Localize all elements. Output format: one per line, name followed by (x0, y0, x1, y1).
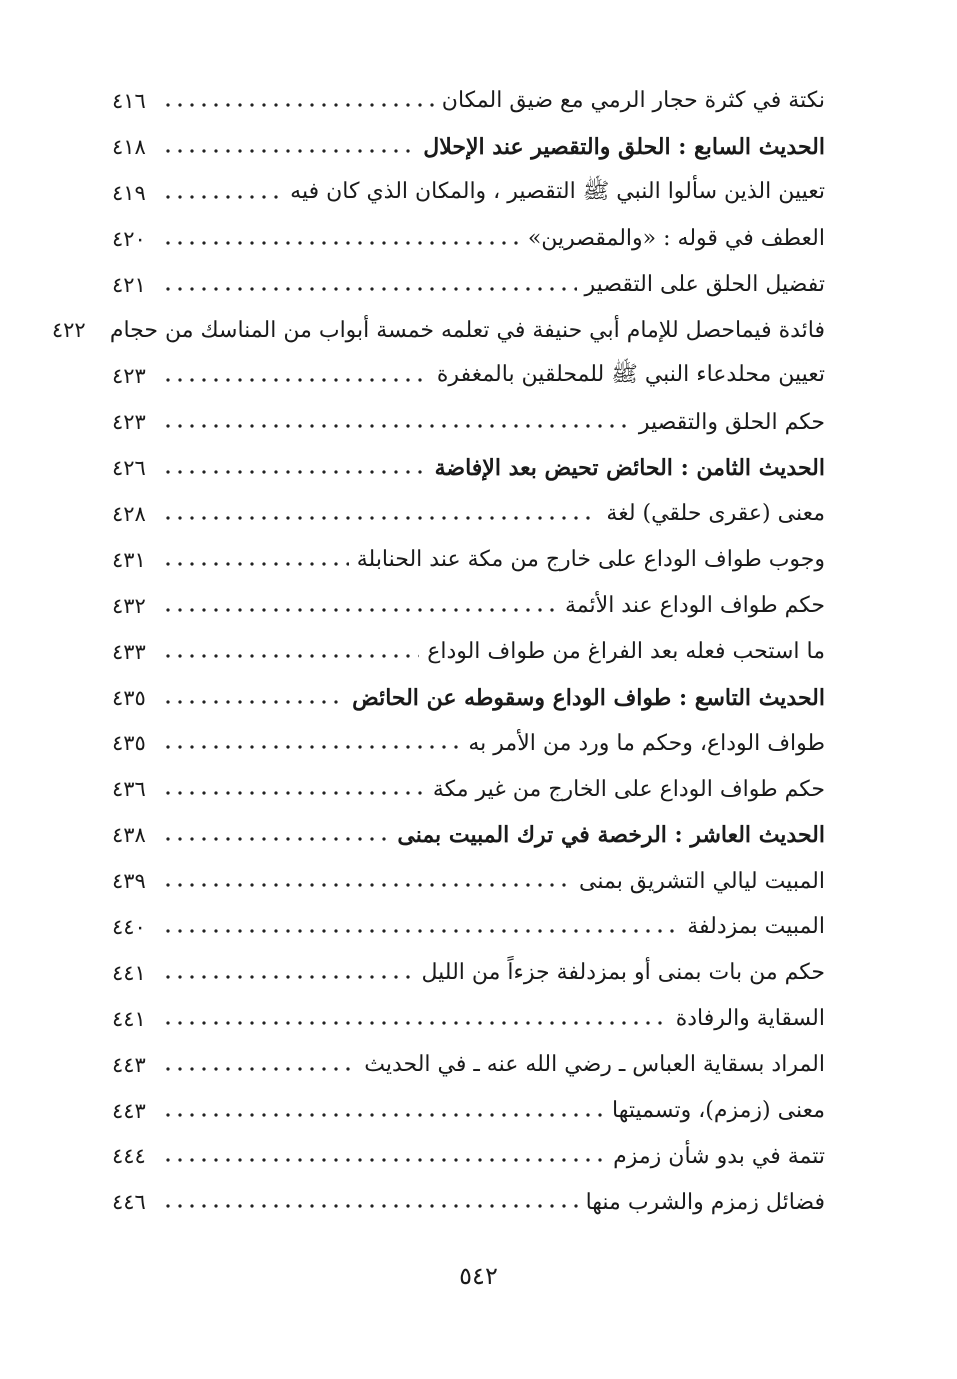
toc-entry-page: ٤٢٢ (51, 318, 86, 343)
dot-leader (162, 1020, 668, 1026)
toc-entry-page: ٤٣٨ (112, 823, 146, 848)
toc-entry-page: ٤٢٣ (112, 364, 146, 389)
toc-entry (112, 445, 825, 491)
dot-leader (162, 194, 282, 200)
dot-leader (162, 699, 344, 705)
toc-entry-page: ٤٢١ (112, 272, 146, 297)
toc-entry (112, 491, 825, 537)
table-of-contents (51, 78, 825, 1225)
dot-leader (162, 1112, 604, 1118)
dot-leader (162, 607, 557, 613)
toc-entry-title: المراد بسقاية العباس ـ رضي الله عنه ـ في الحديث (364, 1052, 825, 1078)
toc-entry-page: ٤٤٦ (112, 1190, 146, 1215)
dot-leader (162, 102, 434, 108)
toc-entry-title: فائدة فيماحصل للإمام أبي حنيفة في تعلمه خمسة أبواب من المناسك من حجام (109, 317, 825, 343)
toc-entry-title: تعيين الذين سألوا النبي ﷺ التقصير ، والمكان الذي كان فيه (290, 178, 825, 204)
toc-entry-page: ٤٣٥ (112, 685, 146, 710)
toc-entry-page: ٤٤١ (112, 1006, 146, 1031)
toc-entry-page: ٤٣٩ (112, 869, 146, 894)
toc-entry-page: ٤٣٥ (112, 731, 146, 756)
toc-entry-title: تتمة في بدو شأن زمزم (613, 1143, 825, 1169)
toc-entry (112, 858, 825, 904)
toc-section-heading: الحديث العاشر : الرخصة في ترك المبيت بمنى (397, 822, 825, 849)
toc-entry-title: تعيين محلدعاء النبي ﷺ للمحلقين بالمغفرة (436, 362, 825, 388)
dot-leader (162, 1203, 578, 1209)
toc-entry (112, 1179, 825, 1225)
dot-leader (162, 653, 419, 659)
toc-entry (112, 78, 825, 124)
toc-entry (112, 216, 825, 262)
toc-entry-page: ٤٢٦ (112, 456, 146, 481)
toc-entry-title: تفضيل الحلق على التقصير (584, 272, 825, 297)
toc-entry-page: ٤١٨ (112, 134, 146, 159)
dot-leader (162, 286, 577, 292)
dot-leader (162, 882, 571, 888)
page-number: ٥٤٢ (459, 1262, 498, 1290)
toc-entry-title: السقاية والرفادة (675, 1006, 825, 1032)
toc-entry (112, 1088, 825, 1134)
dot-leader (162, 469, 427, 475)
dot-leader (162, 423, 631, 429)
toc-entry (112, 675, 825, 721)
dot-leader (162, 1066, 356, 1072)
toc-entry (112, 629, 825, 675)
toc-entry (112, 950, 825, 996)
toc-entry (112, 353, 825, 399)
toc-entry-page: ٤٢٠ (112, 226, 146, 251)
toc-entry (112, 170, 825, 216)
toc-entry-page: ٤٤٠ (112, 914, 146, 939)
dot-leader (162, 148, 415, 154)
toc-entry-page: ٤١٦ (112, 88, 146, 113)
toc-entry (112, 812, 825, 858)
toc-entry-title: حكم طواف الوداع على الخارج من غير مكة (432, 776, 825, 802)
toc-entry-page: ٤٣٦ (112, 777, 146, 802)
toc-entry-page: ٤٣٢ (112, 593, 146, 618)
toc-entry (112, 1133, 825, 1179)
toc-entry-title: معنى (زمزم)، وتسميتها (611, 1098, 825, 1124)
toc-entry (112, 399, 825, 445)
toc-entry-title: فضائل زمزم والشرب منها (585, 1189, 825, 1215)
dot-leader (162, 515, 598, 521)
toc-entry-page: ٤٢٣ (112, 410, 146, 435)
dot-leader (162, 836, 389, 842)
toc-entry-page: ٤٤٣ (112, 1052, 146, 1077)
toc-entry-title: حكم الحلق والتقصير (638, 409, 825, 435)
toc-entry (112, 720, 825, 766)
toc-entry (112, 583, 825, 629)
toc-entry (51, 307, 825, 353)
toc-entry (112, 1042, 825, 1088)
toc-section-heading: الحديث السابع : الحلق والتقصير عند الإحلال (423, 133, 825, 160)
toc-section-heading: الحديث الثامن : الحائض تحيض بعد الإفاضة (434, 455, 825, 482)
dot-leader (162, 377, 429, 383)
dot-leader (162, 790, 425, 796)
dot-leader (162, 1157, 605, 1163)
toc-entry-page: ٤٣١ (112, 547, 146, 572)
dot-leader (162, 974, 414, 980)
toc-entry-title: المبيت ليالي التشريق بمنى (579, 868, 825, 894)
toc-entry-page: ٤٣٣ (112, 639, 146, 664)
toc-entry-title: نكتة في كثرة حجار الرمي مع ضيق المكان (441, 88, 825, 114)
toc-entry-page: ٤٤٤ (112, 1144, 146, 1169)
toc-entry-title: المبيت بمزدلفة (687, 914, 825, 940)
toc-entry (112, 766, 825, 812)
toc-entry-title: حكم طواف الوداع عند الأئمة (565, 593, 825, 619)
dot-leader (162, 928, 679, 934)
dot-leader (162, 744, 460, 750)
toc-section-heading: الحديث التاسع : طواف الوداع وسقوطه عن الحائض (352, 684, 825, 711)
toc-entry-page: ٤١٩ (112, 180, 146, 205)
toc-entry-title: العطف في قوله : «والمقصرين» (527, 226, 825, 252)
toc-entry (112, 537, 825, 583)
toc-entry-title: معنى (عقرى حلقي) لغة (606, 501, 825, 527)
toc-entry (112, 124, 825, 170)
dot-leader (162, 240, 520, 246)
toc-entry-title: ما استحب فعله بعد الفراغ من طواف الوداع (427, 639, 825, 665)
toc-entry-page: ٤٤٣ (112, 1098, 146, 1123)
toc-entry-title: حكم من بات بمنى أو بمزدلفة جزءاً من الليل (421, 960, 825, 986)
toc-entry-page: ٤٢٨ (112, 501, 146, 526)
toc-entry (112, 262, 825, 308)
toc-entry-page: ٤٤١ (112, 960, 146, 985)
toc-entry-title: وجوب طواف الوداع على خارج من مكة عند الحنابلة (356, 547, 825, 573)
toc-entry (112, 904, 825, 950)
toc-entry-title: طواف الوداع، وحكم ما ورد من الأمر به (468, 730, 825, 756)
toc-entry (112, 996, 825, 1042)
dot-leader (162, 561, 349, 567)
